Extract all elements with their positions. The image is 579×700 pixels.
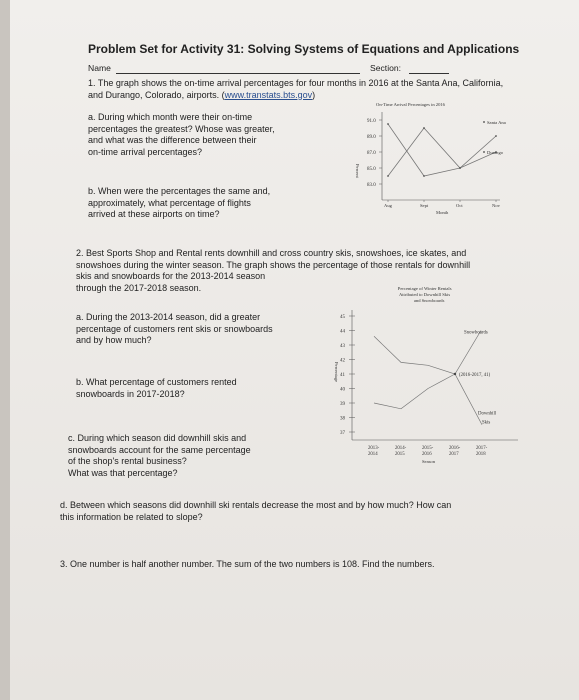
- chart1-point: [387, 123, 389, 125]
- page-title: Problem Set for Activity 31: Solving Systems of Equations and Applications: [88, 42, 520, 56]
- q2c-line: of the shop's rental business?: [68, 456, 187, 466]
- chart2-legend-skis: Skis: [482, 420, 491, 426]
- q2d-line: d. Between which seasons did downhill ski rentals decrease the most and by how much? How can: [60, 500, 452, 510]
- page-edge-shadow: [0, 0, 10, 700]
- airport-ontime-chart: [340, 100, 512, 220]
- chart1-ytick-label: 83.0: [367, 183, 376, 188]
- chart1-point: [495, 135, 497, 137]
- chart2-series-line-0: [374, 374, 455, 409]
- chart1-xtick-label: Nov: [492, 203, 500, 208]
- chart2-series-line-1: [374, 336, 482, 424]
- q2b-line: snowboards in 2017-2018?: [76, 388, 185, 399]
- chart1-ytick-label: 85.0: [367, 167, 376, 172]
- chart2-ytick-label: 45: [340, 315, 345, 320]
- chart2-title-line: Percentage of Winter Rentals: [397, 286, 452, 291]
- chart1-point: [423, 175, 425, 177]
- q1-intro: [88, 78, 568, 101]
- chart1-legend-marker: [483, 121, 485, 123]
- q1b-line: approximately, what percentage of flights: [88, 197, 251, 208]
- chart2-xtick-label: 2016: [422, 452, 432, 457]
- chart1-y-axis-label: Percent: [355, 164, 360, 178]
- chart2-xtick-label: 2015: [395, 452, 405, 457]
- chart2-xtick-label: 2014-: [395, 446, 407, 451]
- q2c-line: c. During which season did downhill skis and: [68, 433, 247, 443]
- chart2-ytick-label: 42: [340, 358, 345, 364]
- chart2-ytick-label: 39: [340, 402, 345, 407]
- q1-intro-text: and Durango, Colorado, airports. (: [88, 89, 225, 100]
- ski-rentals-chart: [330, 282, 530, 482]
- chart2-legend-downhill: Downhill: [478, 411, 497, 417]
- q2a-line: and by how much?: [76, 335, 152, 345]
- q1a-line: on-time arrival percentages?: [88, 146, 203, 157]
- q2b-text: [76, 377, 237, 400]
- q2-intro-line: through the 2017-2018 season.: [76, 282, 202, 293]
- q2-intro-line: snowshoes during the winter season. The graph shows the percentage of those rentals for downhill: [76, 259, 471, 270]
- chart1-xtick-label: Sept: [420, 203, 429, 208]
- q2a-line: a. During the 2013-2014 season, did a greater: [76, 312, 261, 322]
- q2a-text: [76, 312, 273, 347]
- chart1-legend-label: Santa Ana: [487, 120, 506, 125]
- chart2-ytick-label: 43: [340, 344, 345, 349]
- chart2-xtick-label: 2017: [449, 452, 459, 457]
- chart1-legend-label: Durango: [487, 150, 504, 155]
- chart2-y-axis-label: Percentage: [334, 362, 339, 383]
- q2a-line: percentage of customers rent skis or snowboards: [76, 323, 273, 334]
- q1a-line: percentages the greatest? Whose was greater,: [88, 123, 275, 134]
- chart1-title: On-Time Arrival Percentages in 2016: [376, 102, 445, 107]
- q2c-line: snowboards account for the same percentage: [68, 444, 251, 455]
- q2c-line: What was that percentage?: [68, 467, 178, 478]
- chart2-ytick-label: 40: [340, 387, 345, 393]
- chart2-ytick-label: 41: [340, 373, 345, 378]
- chart2-ytick-label: 37: [340, 431, 345, 436]
- chart1-ytick-label: 91.0: [367, 119, 376, 124]
- chart1-point: [387, 175, 389, 177]
- chart1-point: [459, 167, 461, 169]
- chart1-series-line-0: [388, 128, 496, 176]
- q2-intro-line: 2. Best Sports Shop and Rental rents downhill and cross country skis, snowshoes, ice skates, and: [76, 248, 467, 258]
- q2c-text: [68, 433, 251, 479]
- q1a-line: a. During which month were their on-time: [88, 112, 253, 122]
- q1b-line: b. When were the percentages the same and,: [88, 186, 271, 196]
- chart1-ytick-label: 87.0: [367, 151, 376, 156]
- source-link[interactable]: www.transtats.bts.gov: [224, 89, 313, 100]
- chart2-intersection-point: [454, 373, 456, 375]
- chart2-xtick-label: 2013-: [368, 446, 380, 451]
- chart2-xtick-label: 2018: [476, 452, 486, 457]
- chart2-ytick-label: 38: [340, 416, 345, 422]
- chart2-title-line: Attributed to Downhill Skis: [398, 292, 451, 297]
- q1b-line: arrived at these airports on time?: [88, 209, 220, 219]
- chart2-legend-snowboards: Snowboards: [464, 330, 488, 336]
- q2d-text: [60, 500, 560, 523]
- chart2-xtick-label: 2014: [368, 452, 378, 457]
- chart2-snowboard-extension: [455, 331, 481, 375]
- chart1-xtick-label: Oct: [456, 203, 463, 208]
- chart2-xtick-label: 2016-: [449, 446, 461, 451]
- section-label: Section:: [370, 63, 402, 73]
- chart2-title-line: and Snowboards: [413, 298, 445, 303]
- chart2-intersection-label: (2016-2017, 41): [459, 373, 491, 378]
- q1-intro-line1: 1. The graph shows the on-time arrival percentages for four months in 2016 at the Santa Ana, California,: [88, 78, 504, 88]
- chart1-legend-marker: [483, 151, 485, 153]
- q1-intro-close: ): [312, 89, 316, 100]
- name-field-line[interactable]: [116, 73, 360, 74]
- chart2-xtick-label: 2015-: [422, 446, 434, 451]
- chart2-ytick-label: 44: [340, 329, 345, 335]
- section-field-line[interactable]: [409, 73, 449, 74]
- q3-text: 3. One number is half another number. The sum of the two numbers is 108. Find the numbers.: [60, 559, 435, 569]
- name-label: Name: [88, 63, 111, 73]
- q1a-line: and what was the difference between their: [88, 135, 257, 145]
- q2-intro-line: skis and snowboards for the 2013-2014 season: [76, 271, 266, 281]
- chart1-x-axis-label: Month: [436, 210, 449, 215]
- chart1-xtick-label: Aug: [384, 203, 392, 208]
- chart1-ytick-label: 89.0: [367, 135, 376, 140]
- q2d-line: this information be related to slope?: [60, 511, 203, 522]
- chart2-xtick-label: 2017-: [476, 446, 488, 451]
- q1b-text: [88, 186, 270, 221]
- chart2-x-axis-label: Season: [422, 459, 436, 464]
- q2b-line: b. What percentage of customers rented: [76, 377, 237, 387]
- q1a-text: [88, 112, 275, 158]
- chart1-point: [423, 127, 425, 129]
